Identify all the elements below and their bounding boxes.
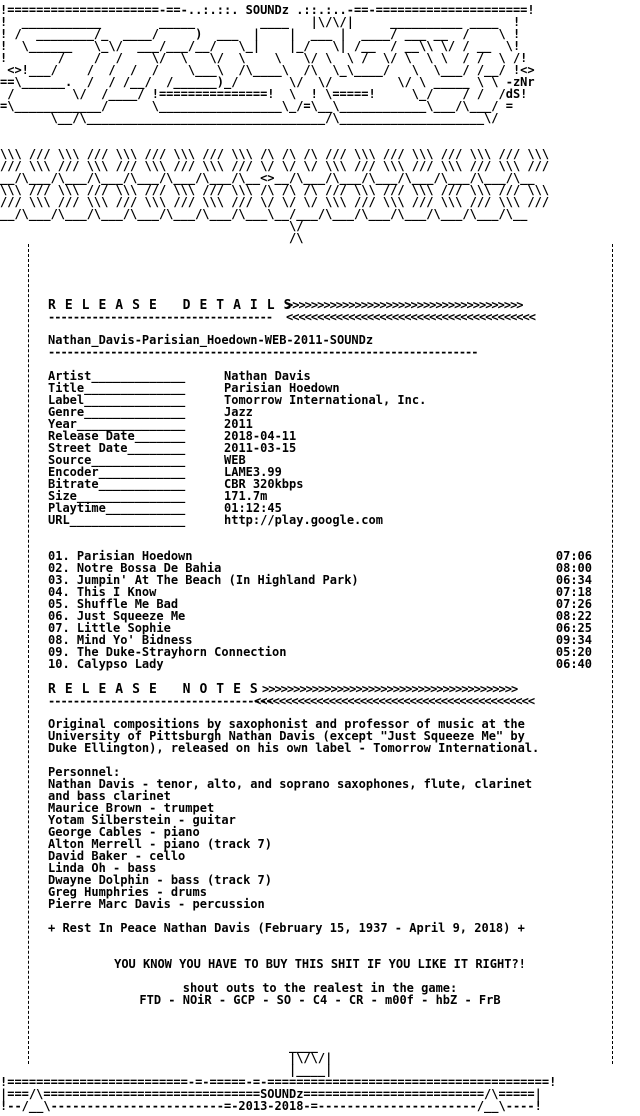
field-label: Street Date________ <box>48 441 186 455</box>
field-value: Parisian Hoedown <box>224 381 340 395</box>
field-value: 2018-04-11 <box>224 429 297 443</box>
field-label: Year_______________ <box>48 417 186 431</box>
track-time: 07:18 <box>555 585 592 599</box>
field-label: Encoder____________ <box>48 465 186 479</box>
release-details-heading: RELEASE DETAILS <box>48 298 301 313</box>
shoutout-heading: shout outs to the realest in the game: <box>182 981 458 995</box>
field-value: WEB <box>224 453 246 467</box>
field-value: Nathan Davis <box>224 369 311 383</box>
track-time: 06:25 <box>555 621 592 635</box>
release-name: Nathan_Davis-Parisian_Hoedown-WEB-2011-SOUNDz <box>48 333 374 347</box>
personnel-item: David Baker - cello <box>48 849 186 863</box>
personnel-list <box>48 778 608 910</box>
field-label: URL________________ <box>48 513 186 527</box>
track-time: 06:34 <box>555 573 592 587</box>
personnel-item: and bass clarinet <box>48 789 171 803</box>
nfo-content <box>48 298 608 1006</box>
track-title: 04. This I Know <box>48 585 157 599</box>
release-notes-arrows-left: <<<<<<<<<<<<<<<<<<<<<<<<<<<<<<<<<<<<<<<<<<<<< <box>254 694 535 708</box>
field-label: Title______________ <box>48 381 186 395</box>
header-ascii-logo <box>0 4 640 274</box>
description-line: University of Pittsburgh Nathan Davis (except "Just Squeeze Me" by <box>48 729 525 743</box>
release-description <box>48 718 608 754</box>
frame-left-border <box>28 244 35 1064</box>
slogan: YOU KNOW YOU HAVE TO BUY THIS SHIT IF YOU LIKE IT RIGHT?! <box>114 957 526 971</box>
description-line: Original compositions by saxophonist and professor of music at the <box>48 717 525 731</box>
field-value: Jazz <box>224 405 253 419</box>
field-label: Genre______________ <box>48 405 186 419</box>
release-details-header <box>48 298 608 322</box>
field-label: Release Date_______ <box>48 429 186 443</box>
track-title: 06. Just Squeeze Me <box>48 609 186 623</box>
track-title: 05. Shuffle Me Bad <box>48 597 179 611</box>
field-value: 01:12:45 <box>224 501 282 515</box>
track-time: 05:20 <box>555 645 592 659</box>
field-label: Artist_____________ <box>48 369 186 383</box>
release-details-rule: ------------------------------------ <box>48 310 273 324</box>
track-row <box>48 658 592 670</box>
field-value: Tomorrow International, Inc. <box>224 393 427 407</box>
personnel-item: Alton Merrell - piano (track 7) <box>48 837 272 851</box>
soundz-logo-art: !=====================-==-..:.::. SOUNDz .::.:..-==-=====================! ! ___________ _____ ____ |\/\/| __________ ____ ! ! / ________/_ ____/ ) ___ | | ___ | ____/ ___ __ / \ ! ! \______ \_\/ ___/___/__/ \_| |_/ \| /__ / __\\ \/ / __ \! ! / / / \/ \ \/ \ \ \/ \ \ / \/ \ \ \ / / \ /! <>!___/ / / / / \___\ /\____\ /\ \_\____/ \ \___/ /__/ !<> ==\______. / / /__/ /______)_/ \/ \/ \/ \ _____ \ \ -zNr / \/ /____/ !===============! \ ! \=====! \_/ / / /dS! =\____________/ \_________________\_/=\__\____________\___/\___/ = \__/\_________________________________/\____________________\/ <box>0 4 535 125</box>
field-label: Playtime___________ <box>48 501 186 515</box>
track-time: 08:22 <box>555 609 592 623</box>
personnel-item: George Cables - piano <box>48 825 200 839</box>
track-time: 06:40 <box>555 657 592 671</box>
release-notes-arrows-right: >>>>>>>>>>>>>>>>>>>>>>>>>>>>>>>>>>>>>>>>> <box>262 682 518 696</box>
tracklist <box>48 550 608 670</box>
personnel-heading: Personnel: <box>48 765 121 779</box>
track-title: 03. Jumpin' At The Beach (In Highland Park) <box>48 573 359 587</box>
frame-right-border <box>612 244 619 1064</box>
shoutout-groups: FTD - NOiR - GCP - SO - C4 - CR - m00f - hbZ - FrB <box>139 993 501 1007</box>
personnel-item: Pierre Marc Davis - percussion <box>48 897 265 911</box>
track-title: 02. Notre Bossa De Bahia <box>48 561 222 575</box>
field-value: LAME3.99 <box>224 465 282 479</box>
field-value: http://play.google.com <box>224 513 383 527</box>
personnel-item: Dwayne Dolphin - bass (track 7) <box>48 873 272 887</box>
track-time: 07:26 <box>555 597 592 611</box>
field-label: Bitrate____________ <box>48 477 186 491</box>
description-line: Duke Ellington), released on his own label - Tomorrow International. <box>48 741 540 755</box>
track-title: 01. Parisian Hoedown <box>48 549 193 563</box>
release-details-arrows-left: <<<<<<<<<<<<<<<<<<<<<<<<<<<<<<<<<<<<<<<< <box>286 310 535 324</box>
tribute-line: + Rest In Peace Nathan Davis (February 15, 1937 - April 9, 2018) + <box>48 921 525 935</box>
field-value: CBR 320kbps <box>224 477 304 491</box>
track-time: 08:00 <box>555 561 592 575</box>
field-label: Label______________ <box>48 393 186 407</box>
field-value: 171.7m <box>224 489 268 503</box>
personnel-item: Yotam Silberstein - guitar <box>48 813 236 827</box>
release-notes-rule: ------------------------------------ <box>48 694 273 708</box>
braid-pattern-art: \\\ /// \\\ /// \\\ /// \\\ /// \\\ /\ /\ /\ /// \\\ /// \\\ /// \\\ /// \\\ /// \\\ /// \\\ /// \\\ /// \\\ /// \/ \/ \/ \\\ /// \\\ /// \\\ /// \\\ /// __/\___/\___/\___/\___/\___/\___/\__<>__/\___/\___/\___/\___/\___/\___/\__ \\\ /// \\\ /// \\\ /// \\\ /// \\\ /\ /\ /\ /// \\\ /// \\\ /// \\\ /// \\\ /// \\\ /// \\\ /// \\\ /// \\\ /// \/ \/ \/ \\\ /// \\\ /// \\\ /// \\\ /// __/\___/\___/\___/\___/\___/\___/\___\__/___/\___/\___/\___/\___/\___/\__ \/ /\ <box>0 147 550 245</box>
field-value: 2011 <box>224 417 253 431</box>
release-field-row <box>48 514 608 526</box>
release-notes-header <box>48 682 608 706</box>
personnel-item: Linda Oh - bass <box>48 861 157 875</box>
personnel-item: Maurice Brown - trumpet <box>48 801 215 815</box>
track-title: 07. Little Sophie <box>48 621 171 635</box>
track-time: 09:34 <box>555 633 592 647</box>
footer-crown-border-art: ____ |\/\/| |____| !=========================-=-=====-=-=======================================! |===/\==============================SOUNDz=========================/\=====| !--/__\------------------------=-2013-2018-=----------------------/__\----! <box>0 1039 557 1113</box>
track-title: 09. The Duke-Strayhorn Connection <box>48 645 287 659</box>
personnel-item: Nathan Davis - tenor, alto, and soprano saxophones, flute, clarinet <box>48 777 533 791</box>
track-time: 07:06 <box>555 549 592 563</box>
track-title: 08. Mind Yo' Bidness <box>48 633 193 647</box>
release-details-arrows-right: >>>>>>>>>>>>>>>>>>>>>>>>>>>>>>>>>>>>>> <box>286 298 523 312</box>
field-value: 2011-03-15 <box>224 441 297 455</box>
field-label: Source_____________ <box>48 453 186 467</box>
field-label: Size_______________ <box>48 489 186 503</box>
track-title: 10. Calypso Lady <box>48 657 164 671</box>
release-name-rule: --------------------------------------------------------------------- <box>48 345 478 359</box>
footer-ascii-art <box>0 1040 640 1112</box>
release-fields <box>48 370 608 526</box>
release-notes-heading: RELEASE NOTES <box>48 682 267 697</box>
personnel-item: Greg Humphries - drums <box>48 885 207 899</box>
